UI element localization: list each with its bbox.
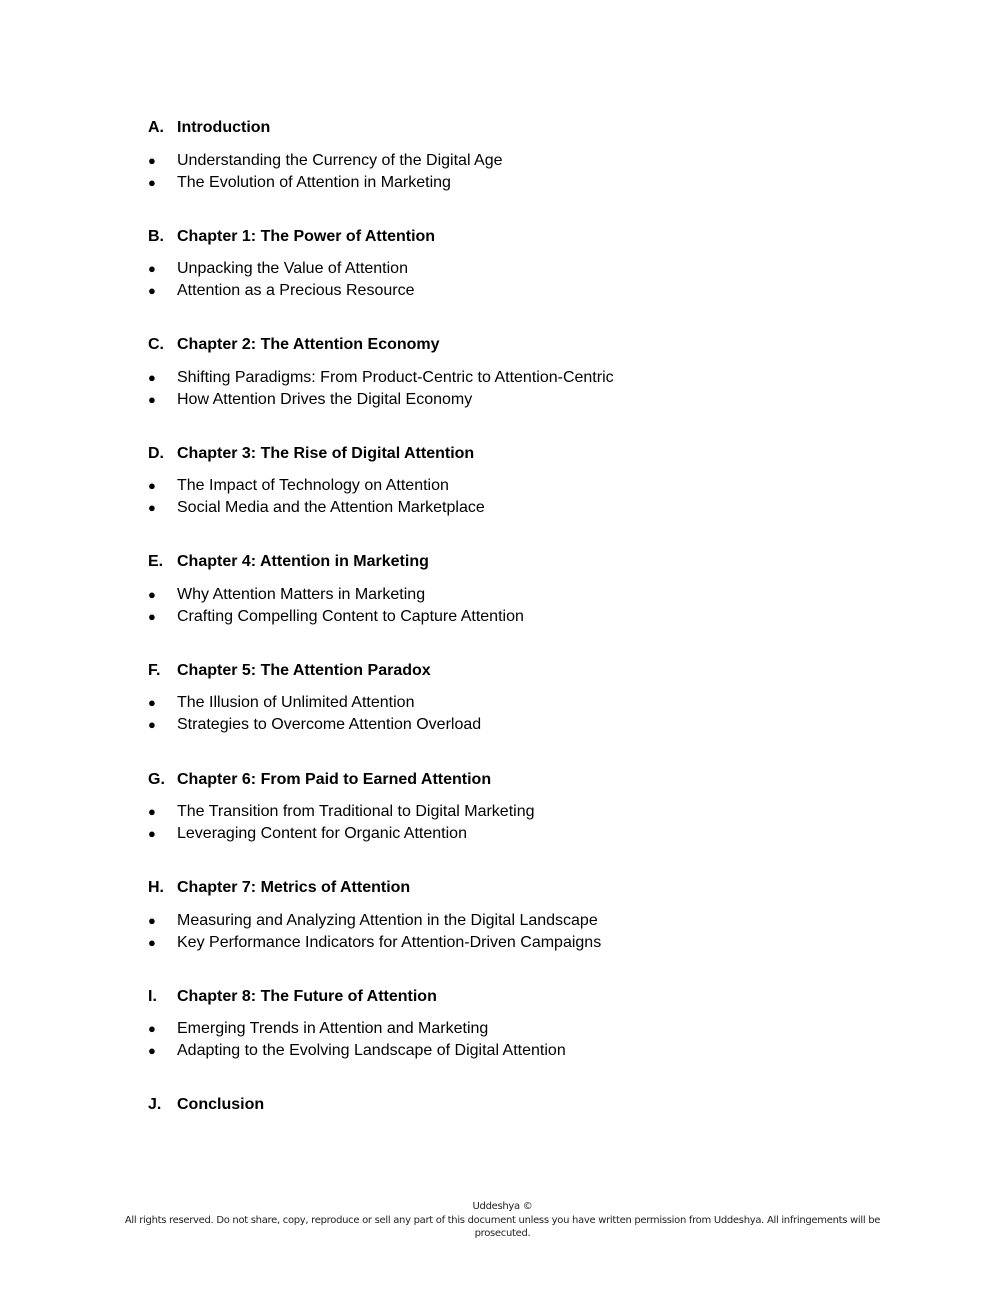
bullet-icon: ●: [148, 1043, 156, 1059]
list-item-text: Measuring and Analyzing Attention in the Digital Landscape: [177, 911, 598, 929]
list-item-text: Leveraging Content for Organic Attention: [177, 825, 467, 843]
bullet-icon: ●: [148, 391, 156, 407]
bullet-icon: ●: [148, 912, 156, 928]
toc-section: [148, 334, 908, 443]
table-of-contents: [148, 117, 908, 1203]
toc-section: [148, 1094, 908, 1203]
section-heading: [148, 877, 908, 899]
list-item: [148, 606, 908, 628]
list-item: [148, 280, 908, 302]
list-item-text: Social Media and the Attention Marketplace: [177, 499, 485, 517]
section-title: Chapter 1: The Power of Attention: [177, 227, 436, 245]
list-item-text: The Transition from Traditional to Digital Marketing: [177, 803, 535, 821]
bullet-icon: ●: [148, 369, 156, 385]
section-heading: [148, 117, 908, 139]
list-item: [148, 367, 908, 389]
list-item: [148, 258, 908, 280]
toc-section: [148, 986, 908, 1095]
list-item-text: Strategies to Overcome Attention Overload: [177, 716, 482, 734]
section-title: Conclusion: [177, 1096, 265, 1114]
section-title: Chapter 7: Metrics of Attention: [177, 879, 411, 897]
bullet-icon: ●: [148, 152, 156, 168]
section-title: Chapter 6: From Paid to Earned Attention: [177, 770, 492, 788]
list-item-text: Understanding the Currency of the Digital Age: [177, 151, 503, 169]
list-item-text: Why Attention Matters in Marketing: [177, 585, 426, 603]
list-item-text: Key Performance Indicators for Attention-Driven Campaigns: [177, 933, 602, 951]
list-item-text: Emerging Trends in Attention and Marketing: [177, 1020, 489, 1038]
section-heading: [148, 334, 908, 356]
section-heading: [148, 660, 908, 682]
section-heading: [148, 443, 908, 465]
section-letter: E.: [148, 553, 164, 571]
section-letter: G.: [148, 770, 165, 788]
toc-section: [148, 877, 908, 986]
section-heading: [148, 1094, 908, 1116]
list-item-text: The Impact of Technology on Attention: [177, 477, 449, 495]
toc-section: [148, 117, 908, 226]
toc-section: [148, 769, 908, 878]
section-letter: I.: [148, 987, 157, 1005]
section-letter: A.: [148, 119, 164, 136]
list-item: [148, 910, 908, 932]
list-item-text: Crafting Compelling Content to Capture Attention: [177, 607, 524, 625]
toc-section: [148, 443, 908, 552]
list-item-text: Shifting Paradigms: From Product-Centric to Attention-Centric: [177, 368, 614, 386]
list-item-text: The Illusion of Unlimited Attention: [177, 694, 415, 712]
bullet-icon: ●: [148, 826, 156, 842]
footer: [110, 1200, 895, 1241]
section-heading: [148, 769, 908, 791]
section-title: Chapter 8: The Future of Attention: [177, 987, 437, 1005]
section-letter: B.: [148, 227, 164, 245]
list-item: [148, 1018, 908, 1040]
list-item: [148, 150, 908, 172]
section-title: Chapter 3: The Rise of Digital Attention: [177, 444, 475, 462]
section-title: Chapter 4: Attention in Marketing: [177, 553, 429, 571]
list-item: [148, 692, 908, 714]
bullet-icon: ●: [148, 934, 156, 950]
list-item: [148, 475, 908, 497]
list-item-text: How Attention Drives the Digital Economy: [177, 390, 473, 408]
toc-section: [148, 660, 908, 769]
list-item-text: Unpacking the Value of Attention: [177, 260, 408, 278]
list-item: [148, 801, 908, 823]
list-item-text: The Evolution of Attention in Marketing: [177, 173, 451, 191]
bullet-icon: ●: [148, 586, 156, 602]
list-item: [148, 714, 908, 736]
bullet-icon: ●: [148, 717, 156, 733]
list-item: [148, 172, 908, 194]
list-item: [148, 584, 908, 606]
toc-section: [148, 551, 908, 660]
list-item-text: Attention as a Precious Resource: [177, 282, 415, 300]
list-item: [148, 389, 908, 411]
list-item-text: Adapting to the Evolving Landscape of Digital Attention: [177, 1042, 566, 1060]
list-item: [148, 1040, 908, 1062]
section-letter: C.: [148, 336, 164, 354]
section-letter: D.: [148, 444, 164, 462]
footer-owner: Uddeshya ©: [472, 1201, 533, 1212]
bullet-icon: ●: [148, 608, 156, 624]
section-title: Introduction: [177, 119, 271, 136]
bullet-icon: ●: [148, 174, 156, 190]
list-item: [148, 823, 908, 845]
bullet-icon: ●: [148, 261, 156, 277]
footer-notice: All rights reserved. Do not share, copy, reproduce or sell any part of this document unless you have written permission from Uddeshya. All infringements will be prosecuted.: [124, 1214, 881, 1239]
bullet-icon: ●: [148, 478, 156, 494]
toc-section: [148, 226, 908, 335]
section-letter: H.: [148, 879, 164, 897]
section-letter: F.: [148, 661, 161, 679]
section-heading: [148, 986, 908, 1008]
list-item: [148, 932, 908, 954]
section-title: Chapter 5: The Attention Paradox: [177, 661, 431, 679]
bullet-icon: ●: [148, 1021, 156, 1037]
list-item: [148, 497, 908, 519]
section-heading: [148, 551, 908, 573]
bullet-icon: ●: [148, 283, 156, 299]
section-letter: J.: [148, 1096, 162, 1114]
section-title: Chapter 2: The Attention Economy: [177, 336, 440, 354]
bullet-icon: ●: [148, 804, 156, 820]
bullet-icon: ●: [148, 500, 156, 516]
bullet-icon: ●: [148, 695, 156, 711]
section-heading: [148, 226, 908, 248]
